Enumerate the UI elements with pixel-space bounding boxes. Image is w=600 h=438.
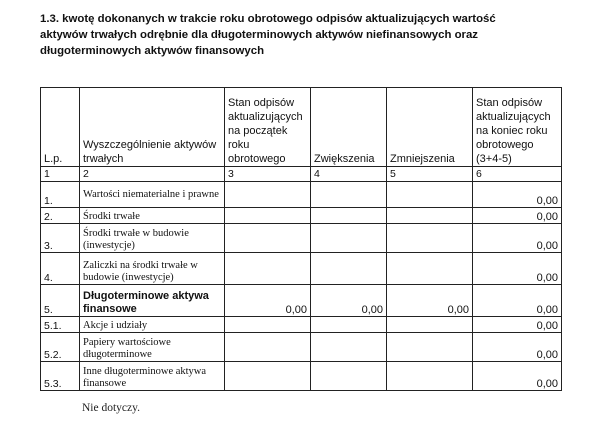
row-decrease	[387, 317, 473, 333]
row-increase	[311, 333, 387, 362]
row-name: Inne długoterminowe aktywa finansowe	[80, 362, 225, 391]
row-start	[225, 182, 311, 208]
table-row	[41, 208, 562, 224]
not-applicable-note: Nie dotyczy.	[82, 402, 141, 414]
row-name: Środki trwałe	[80, 208, 225, 224]
row-name: Wartości niematerialne i prawne	[80, 182, 225, 208]
column-number: 2	[80, 167, 225, 182]
row-name: Akcje i udziały	[80, 317, 225, 333]
row-decrease	[387, 224, 473, 253]
row-start	[225, 253, 311, 285]
row-lp: 5.3.	[41, 362, 80, 391]
section-heading	[40, 11, 580, 59]
row-lp: 2.	[41, 208, 80, 224]
row-end: 0,00	[473, 224, 562, 253]
table-row	[41, 253, 562, 285]
column-number: 5	[387, 167, 473, 182]
table-row	[41, 182, 562, 208]
row-name: Zaliczki na środki trwałe w budowie (inwestycje)	[80, 253, 225, 285]
write-down-table	[40, 87, 562, 391]
row-lp: 5.	[41, 285, 80, 317]
row-start	[225, 224, 311, 253]
row-start	[225, 208, 311, 224]
row-end: 0,00	[473, 208, 562, 224]
header-end: Stan odpisów aktualizujących na koniec roku obrotowego (3+4-5)	[473, 88, 562, 167]
row-end: 0,00	[473, 182, 562, 208]
row-name: Środki trwałe w budowie (inwestycje)	[80, 224, 225, 253]
row-increase	[311, 317, 387, 333]
table-header-row	[41, 88, 562, 167]
row-lp: 5.1.	[41, 317, 80, 333]
row-lp: 5.2.	[41, 333, 80, 362]
table-row	[41, 317, 562, 333]
row-end: 0,00	[473, 285, 562, 317]
row-increase	[311, 224, 387, 253]
table-row	[41, 362, 562, 391]
row-decrease	[387, 333, 473, 362]
row-decrease	[387, 253, 473, 285]
row-name: Papiery wartościowe długoterminowe	[80, 333, 225, 362]
row-name: Długoterminowe aktywa finansowe	[80, 285, 225, 317]
header-name: Wyszczególnienie aktywów trwałych	[80, 88, 225, 167]
row-start: 0,00	[225, 285, 311, 317]
row-increase	[311, 208, 387, 224]
column-number: 4	[311, 167, 387, 182]
row-decrease: 0,00	[387, 285, 473, 317]
row-decrease	[387, 208, 473, 224]
column-number: 6	[473, 167, 562, 182]
header-decrease: Zmniejszenia	[387, 88, 473, 167]
row-decrease	[387, 182, 473, 208]
header-lp: L.p.	[41, 88, 80, 167]
header-increase: Zwiększenia	[311, 88, 387, 167]
row-lp: 1.	[41, 182, 80, 208]
row-increase: 0,00	[311, 285, 387, 317]
row-start	[225, 362, 311, 391]
row-end: 0,00	[473, 253, 562, 285]
row-increase	[311, 253, 387, 285]
table-row	[41, 224, 562, 253]
row-lp: 3.	[41, 224, 80, 253]
header-start: Stan odpisów aktualizujących na początek roku obrotowego	[225, 88, 311, 167]
heading-line-1: 1.3. kwotę dokonanych w trakcie roku obrotowego odpisów aktualizujących wartość	[40, 13, 496, 25]
row-end: 0,00	[473, 362, 562, 391]
table-row	[41, 333, 562, 362]
row-start	[225, 317, 311, 333]
row-start	[225, 333, 311, 362]
row-end: 0,00	[473, 333, 562, 362]
table-row	[41, 285, 562, 317]
row-decrease	[387, 362, 473, 391]
row-end: 0,00	[473, 317, 562, 333]
column-number: 1	[41, 167, 80, 182]
heading-line-2: aktywów trwałych odrębnie dla długoterminowych aktywów niefinansowych oraz	[40, 29, 478, 41]
column-number-row	[41, 167, 562, 182]
row-increase	[311, 362, 387, 391]
column-number: 3	[225, 167, 311, 182]
row-lp: 4.	[41, 253, 80, 285]
row-increase	[311, 182, 387, 208]
heading-line-3: długoterminowych aktywów finansowych	[40, 45, 265, 57]
